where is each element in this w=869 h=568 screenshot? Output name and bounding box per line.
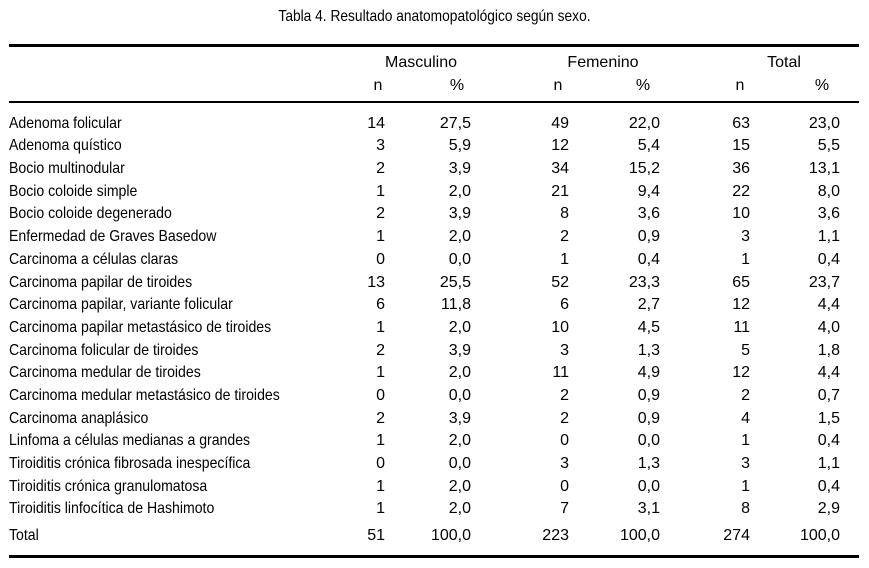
table-row-cell: 0 xyxy=(560,432,569,449)
table-row-cell: 0,9 xyxy=(637,228,660,245)
table-row-cell: 0,0 xyxy=(448,387,471,404)
table-row-cell: 4,9 xyxy=(637,364,660,381)
column-subheader: % xyxy=(635,77,651,94)
table-row-cell: 2 xyxy=(560,228,569,245)
total-row-cell: 274 xyxy=(723,527,750,544)
table-row-cell: 7 xyxy=(560,500,569,517)
table-row-cell: 0,0 xyxy=(448,251,471,268)
table-row-label: Bocio multinodular xyxy=(9,160,125,177)
table-row-cell: 15,2 xyxy=(628,160,660,177)
table-row-cell: 0,4 xyxy=(817,478,840,495)
table-row-cell: 2 xyxy=(376,410,385,427)
table-row-cell: 2 xyxy=(560,387,569,404)
table-row-cell: 1,5 xyxy=(817,410,840,427)
table-row-label: Carcinoma a células claras xyxy=(9,251,179,268)
table-row-cell: 1,3 xyxy=(637,455,660,472)
table-row-cell: 52 xyxy=(551,274,569,291)
group-header: Masculino xyxy=(384,54,458,71)
column-subheader: n xyxy=(373,77,383,94)
table-row-cell: 11,8 xyxy=(441,296,471,313)
table-row-cell: 0,9 xyxy=(637,387,660,404)
table-row-cell: 8 xyxy=(560,205,569,222)
table-row-cell: 21 xyxy=(551,183,569,200)
total-row-cell: 51 xyxy=(367,527,385,544)
table-row-cell: 9,4 xyxy=(637,183,660,200)
table-row-cell: 11 xyxy=(733,319,750,336)
table-row-cell: 2 xyxy=(560,410,569,427)
table-row-cell: 0,9 xyxy=(637,410,660,427)
table-row-cell: 65 xyxy=(732,274,750,291)
total-row-cell: 100,0 xyxy=(430,527,471,544)
table-row-cell: 5,4 xyxy=(637,137,660,154)
table-row-cell: 0 xyxy=(376,455,385,472)
table-row-label: Carcinoma folicular de tiroides xyxy=(9,342,199,359)
table-row-cell: 0 xyxy=(560,478,569,495)
table-row-cell: 63 xyxy=(732,115,750,132)
table-row-cell: 22,0 xyxy=(628,115,660,132)
table-row-label: Carcinoma papilar metastásico de tiroides xyxy=(9,319,272,336)
table-row-cell: 1 xyxy=(741,251,750,268)
table-row-cell: 2 xyxy=(376,160,385,177)
bottom-rule xyxy=(9,555,859,558)
table-row-cell: 0,4 xyxy=(637,251,660,268)
table-row-cell: 13 xyxy=(367,274,385,291)
table-row-cell: 15 xyxy=(732,137,750,154)
table-row-cell: 36 xyxy=(732,160,750,177)
table-row-cell: 0 xyxy=(376,387,385,404)
table-row-cell: 0,4 xyxy=(817,432,840,449)
column-subheader: % xyxy=(814,77,830,94)
header-rule xyxy=(9,101,859,103)
top-rule xyxy=(9,44,859,47)
table-row-cell: 3,6 xyxy=(637,205,660,222)
table-row-cell: 0,0 xyxy=(448,455,471,472)
table-row-cell: 2,0 xyxy=(448,364,471,381)
table-row-cell: 2,9 xyxy=(817,500,840,517)
table-row-cell: 27,5 xyxy=(439,115,471,132)
group-header: Total xyxy=(767,54,801,71)
table-row-cell: 2 xyxy=(376,205,385,222)
table-row-cell: 6 xyxy=(560,296,569,313)
table-row-cell: 4,0 xyxy=(817,319,840,336)
table-row-cell: 1 xyxy=(376,432,385,449)
table-row-cell: 8,0 xyxy=(817,183,840,200)
table-row-cell: 49 xyxy=(551,115,569,132)
table-row-cell: 4,4 xyxy=(817,364,840,381)
table-row-cell: 3 xyxy=(741,455,750,472)
table-row-cell: 1 xyxy=(741,432,750,449)
table-row-cell: 8 xyxy=(741,500,750,517)
table-row-cell: 1 xyxy=(376,228,385,245)
table-row-cell: 23,0 xyxy=(808,115,840,132)
total-row-cell: 100,0 xyxy=(619,527,660,544)
table-row-cell: 2,0 xyxy=(448,183,471,200)
table-row-cell: 2,0 xyxy=(448,432,471,449)
column-subheader: n xyxy=(553,77,563,94)
table-row-label: Bocio coloide simple xyxy=(9,183,138,200)
table-row-cell: 10 xyxy=(732,205,750,222)
table-row-cell: 14 xyxy=(367,115,385,132)
table-row-label: Adenoma quístico xyxy=(9,137,122,154)
table-caption: Tabla 4. Resultado anatomopatológico según sexo. xyxy=(278,8,591,25)
total-row-cell: 100,0 xyxy=(799,527,840,544)
table-row-cell: 0,0 xyxy=(637,478,660,495)
table-row-cell: 3,9 xyxy=(448,205,471,222)
table-row-cell: 1,1 xyxy=(817,228,840,245)
table-row-cell: 1,1 xyxy=(817,455,840,472)
table-row-cell: 23,3 xyxy=(628,274,660,291)
table-row-label: Carcinoma medular metastásico de tiroides xyxy=(9,387,280,404)
table-row-label: Carcinoma papilar, variante folicular xyxy=(9,296,233,313)
table-row-cell: 1 xyxy=(376,183,385,200)
table-row-cell: 1 xyxy=(376,364,385,381)
table-row-cell: 1,3 xyxy=(637,342,660,359)
table-row-label: Carcinoma medular de tiroides xyxy=(9,364,201,381)
table-row-cell: 5 xyxy=(741,342,750,359)
total-row-cell: 223 xyxy=(542,527,569,544)
table-row-cell: 1 xyxy=(376,478,385,495)
table-row-cell: 4 xyxy=(741,410,750,427)
table-row-cell: 3,9 xyxy=(448,342,471,359)
table-row-cell: 3,6 xyxy=(817,205,840,222)
table-row-cell: 2 xyxy=(741,387,750,404)
table-row-cell: 3,9 xyxy=(448,410,471,427)
table-row-label: Enfermedad de Graves Basedow xyxy=(9,228,217,245)
table-row-cell: 1 xyxy=(741,478,750,495)
table-row-cell: 12 xyxy=(551,137,569,154)
table-row-cell: 0 xyxy=(376,251,385,268)
table-row-cell: 10 xyxy=(551,319,569,336)
table-row-cell: 2,0 xyxy=(448,478,471,495)
table-row-cell: 0,7 xyxy=(817,387,840,404)
table-row-cell: 5,5 xyxy=(817,137,840,154)
table-row-cell: 1 xyxy=(376,500,385,517)
table-row-label: Linfoma a células medianas a grandes xyxy=(9,432,251,449)
table-row-cell: 2,0 xyxy=(448,500,471,517)
table-row-label: Tiroiditis crónica granulomatosa xyxy=(9,478,208,495)
total-row-label: Total xyxy=(9,527,39,544)
table-row-cell: 22 xyxy=(732,183,750,200)
table-row-cell: 2,0 xyxy=(448,319,471,336)
table-row-cell: 1,8 xyxy=(817,342,840,359)
table-row-cell: 3 xyxy=(560,342,569,359)
table-row-cell: 3 xyxy=(376,137,385,154)
table-row-cell: 2,0 xyxy=(448,228,471,245)
table-row-cell: 3 xyxy=(741,228,750,245)
table-row-label: Adenoma folicular xyxy=(9,115,122,132)
table-row-cell: 3,9 xyxy=(448,160,471,177)
column-subheader: n xyxy=(735,77,745,94)
table-row-cell: 2 xyxy=(376,342,385,359)
table-row-cell: 0,4 xyxy=(817,251,840,268)
table-row-cell: 1 xyxy=(560,251,569,268)
table-row-label: Carcinoma papilar de tiroides xyxy=(9,274,193,291)
table-row-cell: 4,5 xyxy=(637,319,660,336)
table-row-cell: 23,7 xyxy=(808,274,840,291)
table-row-cell: 25,5 xyxy=(439,274,471,291)
table-row-cell: 1 xyxy=(376,319,385,336)
table-row-label: Tiroiditis crónica fibrosada inespecífica xyxy=(9,455,251,472)
group-header: Femenino xyxy=(567,54,639,71)
table-row-cell: 6 xyxy=(376,296,385,313)
table-row-label: Tiroiditis linfocítica de Hashimoto xyxy=(9,500,215,517)
table-row-label: Carcinoma anaplásico xyxy=(9,410,149,427)
table-row-cell: 3,1 xyxy=(637,500,660,517)
column-subheader: % xyxy=(449,77,465,94)
table-row-cell: 12 xyxy=(732,364,750,381)
table-row-cell: 12 xyxy=(732,296,750,313)
table-row-cell: 2,7 xyxy=(637,296,660,313)
table-row-label: Bocio coloide degenerado xyxy=(9,205,172,222)
table-row-cell: 5,9 xyxy=(448,137,471,154)
table-row-cell: 0,0 xyxy=(637,432,660,449)
table-row-cell: 3 xyxy=(560,455,569,472)
table-row-cell: 34 xyxy=(551,160,569,177)
table-row-cell: 4,4 xyxy=(817,296,840,313)
table-row-cell: 13,1 xyxy=(808,160,840,177)
table-row-cell: 11 xyxy=(552,364,569,381)
